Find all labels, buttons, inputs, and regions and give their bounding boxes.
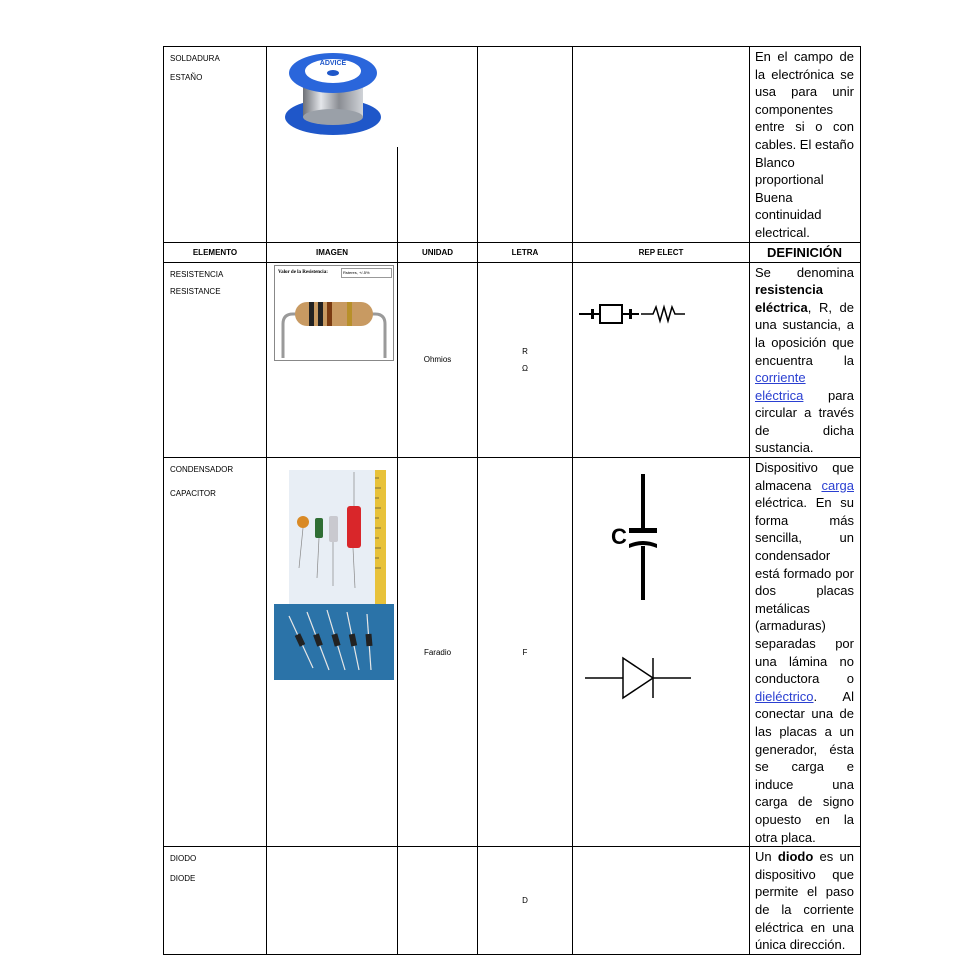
symbol-cell-condensador	[573, 458, 750, 847]
element-cell-condensador	[164, 458, 267, 847]
unit-cell-diodo	[398, 847, 478, 955]
corriente-electrica-link[interactable]: corriente eléctrica	[755, 370, 806, 403]
image-cell-resistencia	[267, 262, 398, 458]
dielectrico-link[interactable]: dieléctrico	[755, 688, 814, 704]
definition-resistencia: Se denomina resistencia eléctrica, R, de una sustancia, a la oposición que encuentra la corriente eléctrica para circular a través de dicha sustancia.	[750, 262, 861, 458]
row-condensador	[164, 458, 861, 847]
header-rep-elect: REP ELECT	[573, 242, 750, 262]
letter-cell-soldadura	[478, 47, 573, 243]
letter-cell-diodo: D	[478, 847, 573, 955]
element-name-en: CAPACITOR	[170, 489, 216, 499]
letter-cell-condensador: F	[478, 458, 573, 847]
letter-cell-resistencia	[478, 262, 573, 458]
letter-omega: Ω	[522, 363, 528, 373]
carga-link[interactable]: carga	[821, 477, 854, 493]
header-unidad: UNIDAD	[398, 242, 478, 262]
element-name-en: ESTAÑO	[170, 73, 203, 82]
header-definicion: DEFINICIÓN	[750, 242, 861, 262]
unit-cell-soldadura	[398, 47, 478, 243]
unit-cell-resistencia: Ohmios	[398, 262, 478, 458]
capacitor-and-diode-symbols	[573, 458, 750, 714]
letter-r: R	[522, 346, 528, 356]
header-row	[164, 242, 861, 262]
solder-spool-image	[267, 47, 398, 147]
image-cell-diodo	[267, 847, 398, 955]
spool-label: ADVICE	[319, 60, 347, 67]
image-cell-soldadura	[267, 47, 398, 243]
definition-bold-term: resistencia eléctrica	[755, 282, 823, 315]
element-name-es: CONDENSADOR	[170, 465, 234, 475]
resistor-image	[274, 265, 394, 361]
element-name-en: RESISTANCE	[170, 286, 221, 296]
element-name-en: DIODE	[170, 874, 196, 884]
row-diodo	[164, 847, 861, 955]
row-resistencia	[164, 262, 861, 458]
diodes-photo	[267, 604, 398, 716]
symbol-cell-diodo	[573, 847, 750, 955]
capacitor-symbol-letter: C	[611, 524, 627, 550]
symbol-cell-resistencia	[573, 262, 750, 458]
components-table	[163, 46, 861, 955]
resistor-image-field: Rsteres, +/-5%	[341, 268, 392, 278]
element-cell-resistencia	[164, 262, 267, 458]
definition-bold-term: diodo	[777, 849, 814, 865]
element-cell-diodo	[164, 847, 267, 955]
header-elemento: ELEMENTO	[164, 242, 267, 262]
header-imagen: IMAGEN	[267, 242, 398, 262]
definition-condensador: Dispositivo que almacena carga eléctrica. En su forma más sencilla, un condensador está formado por dos placas metálicas (armaduras) separadas por una lámina no conductora o dieléctrico. Al conectar una de las placas a un generador, ésta se carga e induce una carga de signo opuesto en la otra placa.	[750, 458, 861, 847]
element-name-es: DIODO	[170, 854, 197, 864]
symbol-cell-soldadura	[573, 47, 750, 243]
unit-cell-condensador: Faradio	[398, 458, 478, 847]
resistor-symbol	[573, 263, 750, 383]
definition-soldadura: En el campo de la electrónica se usa para unir componentes entre si o con cables. El estaño Blanco proportional Buena continuidad electrical.	[750, 47, 861, 243]
image-cell-condensador	[267, 458, 398, 847]
header-letra: LETRA	[478, 242, 573, 262]
element-cell-soldadura	[164, 47, 267, 243]
row-soldadura	[164, 47, 861, 243]
resistor-image-caption: Valor de la Resistencia:	[278, 269, 328, 275]
definition-diodo: Un diodo es un dispositivo que permite el paso de la corriente eléctrica en una única dirección.	[750, 847, 861, 955]
element-name-es: RESISTENCIA	[170, 269, 224, 279]
element-name-es: SOLDADURA	[170, 54, 220, 63]
capacitors-photo	[267, 458, 398, 604]
